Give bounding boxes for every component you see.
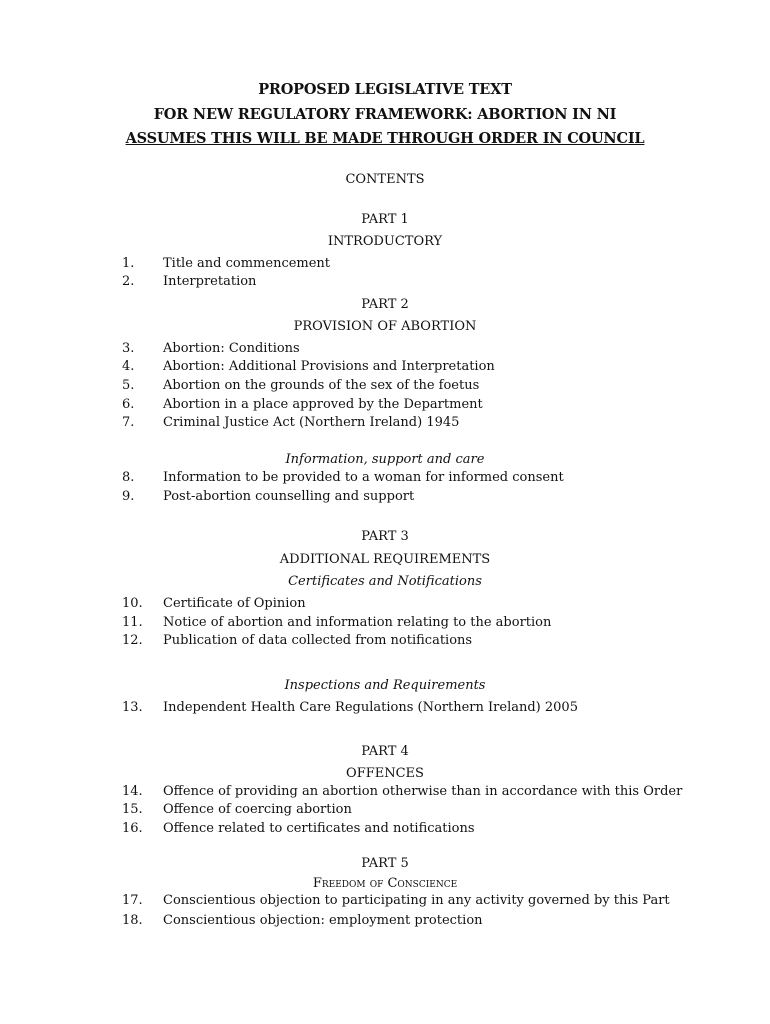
toc-entry xyxy=(0,341,770,359)
toc-number: 11. xyxy=(122,615,143,630)
toc-entry xyxy=(0,415,770,433)
header-line-1: PROPOSED LEGISLATIVE TEXT xyxy=(258,81,512,98)
toc-entry xyxy=(0,913,770,931)
toc-entry xyxy=(0,359,770,377)
toc-number: 13. xyxy=(122,700,143,715)
toc-number: 1. xyxy=(122,256,135,271)
contents-label: CONTENTS xyxy=(345,172,425,187)
toc-entry xyxy=(0,700,770,718)
part2-title: PROVISION OF ABORTION xyxy=(293,319,477,334)
toc-number: 10. xyxy=(122,596,143,611)
toc-entry xyxy=(0,596,770,614)
header-line-3: ASSUMES THIS WILL BE MADE THROUGH ORDER IN COUNCIL xyxy=(125,130,645,147)
toc-text: Publication of data collected from notifications xyxy=(163,633,473,648)
toc-number: 12. xyxy=(122,633,143,648)
part3-subheading-2: Inspections and Requirements xyxy=(284,678,486,693)
toc-entry xyxy=(0,893,770,911)
toc-text: Conscientious objection to participating in any activity governed by this Part xyxy=(163,893,670,908)
header-line-2: FOR NEW REGULATORY FRAMEWORK: ABORTION IN NI xyxy=(153,106,617,123)
toc-entry xyxy=(0,274,770,292)
toc-entry xyxy=(0,470,770,488)
part1-label: PART 1 xyxy=(361,212,409,227)
toc-text: Certificate of Opinion xyxy=(163,596,306,611)
toc-entry xyxy=(0,802,770,820)
toc-number: 18. xyxy=(122,913,143,928)
toc-text: Offence of coercing abortion xyxy=(163,802,352,817)
toc-number: 9. xyxy=(122,489,135,504)
toc-entry xyxy=(0,821,770,839)
toc-text: Interpretation xyxy=(163,274,257,289)
part1-title: INTRODUCTORY xyxy=(327,234,443,249)
toc-number: 16. xyxy=(122,821,143,836)
toc-number: 15. xyxy=(122,802,143,817)
toc-text: Criminal Justice Act (Northern Ireland) 1945 xyxy=(163,415,460,430)
part2-label: PART 2 xyxy=(361,297,409,312)
toc-entry xyxy=(0,615,770,633)
toc-entry xyxy=(0,633,770,651)
toc-text: Abortion on the grounds of the sex of the foetus xyxy=(163,378,480,393)
part4-title: OFFENCES xyxy=(346,766,424,781)
toc-text: Title and commencement xyxy=(163,256,331,271)
toc-text: Information to be provided to a woman for informed consent xyxy=(163,470,564,485)
part4-label: PART 4 xyxy=(361,744,409,759)
toc-number: 4. xyxy=(122,359,135,374)
toc-entry xyxy=(0,489,770,507)
part2-subheading: Information, support and care xyxy=(285,452,485,467)
toc-entry xyxy=(0,378,770,396)
toc-text: Independent Health Care Regulations (Northern Ireland) 2005 xyxy=(163,700,578,715)
toc-text: Offence related to certificates and notifications xyxy=(163,821,475,836)
toc-number: 17. xyxy=(122,893,143,908)
part5-label: PART 5 xyxy=(361,856,409,871)
part5-title: Freedom of Conscience xyxy=(312,876,458,891)
toc-number: 5. xyxy=(122,378,135,393)
toc-number: 3. xyxy=(122,341,135,356)
toc-number: 14. xyxy=(122,784,143,799)
part3-title: ADDITIONAL REQUIREMENTS xyxy=(279,552,491,567)
toc-entry xyxy=(0,397,770,415)
toc-text: Notice of abortion and information relating to the abortion xyxy=(163,615,552,630)
toc-text: Abortion: Additional Provisions and Interpretation xyxy=(163,359,495,374)
toc-number: 6. xyxy=(122,397,135,412)
toc-number: 7. xyxy=(122,415,135,430)
part3-subheading-1: Certificates and Notifications xyxy=(288,574,482,589)
toc-text: Conscientious objection: employment protection xyxy=(163,913,483,928)
toc-text: Abortion in a place approved by the Department xyxy=(163,397,483,412)
toc-text: Abortion: Conditions xyxy=(163,341,300,356)
toc-text: Post-abortion counselling and support xyxy=(163,489,415,504)
toc-number: 2. xyxy=(122,274,135,289)
toc-number: 8. xyxy=(122,470,135,485)
part3-label: PART 3 xyxy=(361,529,409,544)
toc-entry xyxy=(0,256,770,274)
toc-entry xyxy=(0,784,770,802)
toc-text: Offence of providing an abortion otherwise than in accordance with this Order xyxy=(163,784,683,799)
